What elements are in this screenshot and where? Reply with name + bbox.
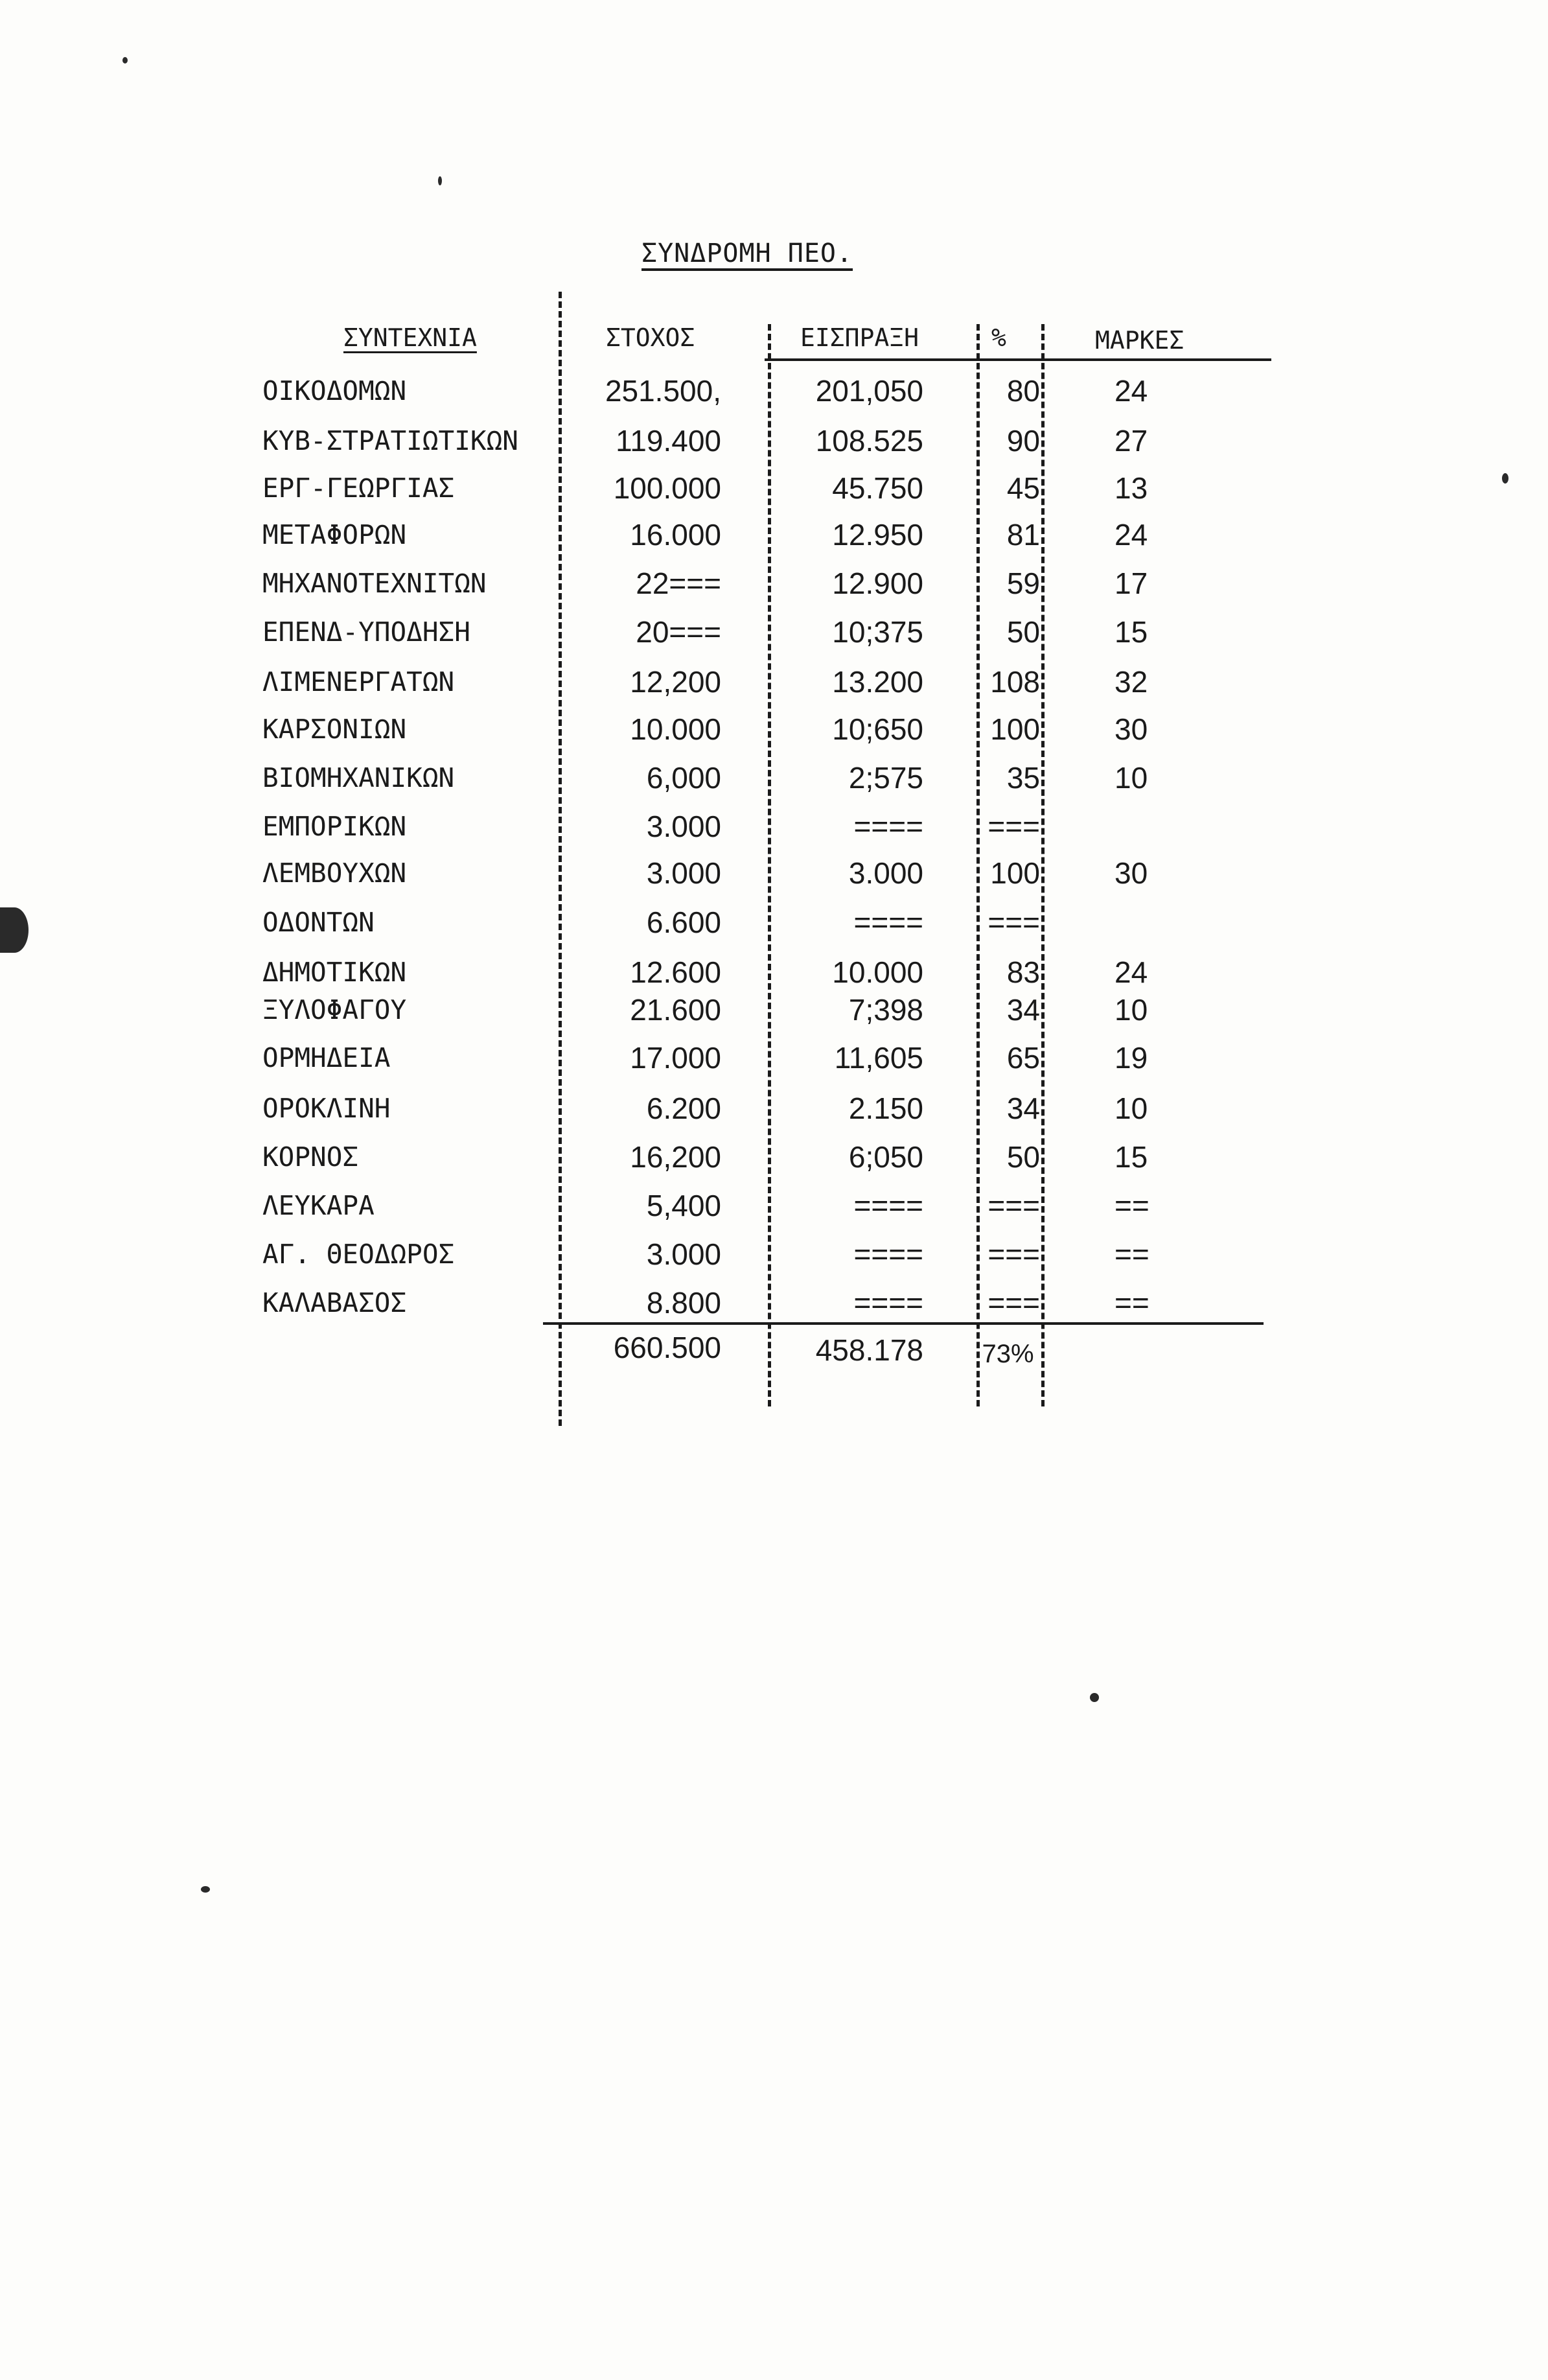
row-percent: 45 bbox=[1006, 471, 1040, 505]
row-percent: 108 bbox=[990, 665, 1040, 699]
row-name: ΟΡΟΚΛΙΝΗ bbox=[262, 1093, 391, 1124]
row-target: 16,200 bbox=[630, 1140, 721, 1174]
row-target: 3.000 bbox=[646, 856, 721, 890]
row-name: ΚΑΛΑΒΑΣΟΣ bbox=[262, 1287, 407, 1318]
row-percent: 100 bbox=[990, 856, 1040, 890]
scan-speck bbox=[438, 176, 442, 185]
row-target: 16.000 bbox=[630, 518, 721, 552]
scan-mark bbox=[0, 907, 29, 953]
header-target: ΣΤΟΧΟΣ bbox=[606, 323, 695, 352]
total-percent: 73% bbox=[982, 1340, 1034, 1368]
row-target: 12,200 bbox=[630, 665, 721, 699]
header-rule bbox=[765, 358, 1271, 361]
row-name: ΛΙΜΕΝΕΡΓΑΤΩΝ bbox=[262, 666, 455, 697]
total-income: 458.178 bbox=[815, 1333, 923, 1367]
row-income: ==== bbox=[853, 1286, 923, 1320]
row-marks: 19 bbox=[1115, 1041, 1148, 1075]
column-divider-2 bbox=[768, 324, 771, 1406]
row-income: ==== bbox=[853, 905, 923, 939]
row-percent: === bbox=[988, 905, 1040, 939]
row-name: ΟΔΟΝΤΩΝ bbox=[262, 907, 375, 938]
row-target: 3.000 bbox=[646, 810, 721, 843]
row-income: 2.150 bbox=[848, 1091, 923, 1125]
document-title: ΣΥΝΔΡΟΜΗ ΠΕΟ. bbox=[641, 239, 853, 268]
total-target: 660.500 bbox=[613, 1331, 721, 1364]
row-target: 119.400 bbox=[616, 424, 721, 458]
row-name: ΞΥΛΟΦΑΓΟΥ bbox=[262, 994, 407, 1025]
row-income: 12.950 bbox=[832, 518, 923, 552]
row-income: 13.200 bbox=[832, 665, 923, 699]
row-marks: 32 bbox=[1115, 665, 1148, 699]
row-target: 8.800 bbox=[646, 1286, 721, 1320]
row-income: 6;050 bbox=[848, 1140, 923, 1174]
row-name: ΒΙΟΜΗΧΑΝΙΚΩΝ bbox=[262, 762, 455, 793]
row-percent: 35 bbox=[1006, 761, 1040, 795]
row-target: 20=== bbox=[636, 615, 721, 649]
row-name: ΜΕΤΑΦΟΡΩΝ bbox=[262, 519, 407, 550]
row-name: ΕΡΓ-ΓΕΩΡΓΙΑΣ bbox=[262, 472, 455, 504]
row-name: ΟΡΜΗΔΕΙΑ bbox=[262, 1042, 391, 1073]
row-target: 6.600 bbox=[646, 905, 721, 939]
row-percent: 65 bbox=[1006, 1041, 1040, 1075]
row-income: 108.525 bbox=[815, 424, 923, 458]
row-income: ==== bbox=[853, 1237, 923, 1271]
row-name: ΛΕΜΒΟΥΧΩΝ bbox=[262, 858, 407, 889]
row-name: ΚΑΡΣΟΝΙΩΝ bbox=[262, 714, 407, 745]
scan-speck bbox=[201, 1886, 210, 1893]
row-marks: 10 bbox=[1115, 761, 1148, 795]
row-marks: 13 bbox=[1115, 471, 1148, 505]
header-income: ΕΙΣΠΡΑΞΗ bbox=[800, 323, 919, 352]
row-percent: 34 bbox=[1006, 1091, 1040, 1125]
scan-speck bbox=[122, 57, 128, 64]
row-target: 12.600 bbox=[630, 955, 721, 989]
row-percent: 80 bbox=[1006, 374, 1040, 408]
row-income: 12.900 bbox=[832, 566, 923, 600]
row-name: ΚΟΡΝΟΣ bbox=[262, 1141, 359, 1172]
row-percent: === bbox=[988, 1286, 1040, 1320]
row-percent: 50 bbox=[1006, 615, 1040, 649]
row-marks: == bbox=[1115, 1237, 1149, 1271]
row-income: 10;650 bbox=[832, 712, 923, 746]
row-name: ΜΗΧΑΝΟΤΕΧΝΙΤΩΝ bbox=[262, 568, 487, 599]
row-name: ΚΥΒ-ΣΤΡΑΤΙΩΤΙΚΩΝ bbox=[262, 425, 518, 456]
row-percent: 83 bbox=[1006, 955, 1040, 989]
row-percent: 90 bbox=[1006, 424, 1040, 458]
row-marks: 15 bbox=[1115, 1140, 1148, 1174]
row-target: 22=== bbox=[636, 566, 721, 600]
row-target: 21.600 bbox=[630, 993, 721, 1027]
row-income: 10;375 bbox=[832, 615, 923, 649]
row-marks: 10 bbox=[1115, 1091, 1148, 1125]
totals-rule bbox=[543, 1322, 1264, 1325]
row-name: ΛΕΥΚΑΡΑ bbox=[262, 1190, 375, 1221]
row-income: ==== bbox=[853, 1189, 923, 1222]
row-marks: 27 bbox=[1115, 424, 1148, 458]
header-percent: % bbox=[991, 323, 1006, 352]
row-percent: 50 bbox=[1006, 1140, 1040, 1174]
row-target: 5,400 bbox=[646, 1189, 721, 1222]
row-marks: 24 bbox=[1115, 518, 1148, 552]
row-target: 6.200 bbox=[646, 1091, 721, 1125]
row-income: ==== bbox=[853, 810, 923, 843]
row-marks: 10 bbox=[1115, 993, 1148, 1027]
row-target: 10.000 bbox=[630, 712, 721, 746]
row-percent: === bbox=[988, 1189, 1040, 1222]
row-percent: 34 bbox=[1006, 993, 1040, 1027]
row-target: 251.500, bbox=[605, 374, 721, 408]
row-percent: === bbox=[988, 810, 1040, 843]
row-marks: == bbox=[1115, 1189, 1149, 1222]
row-target: 6,000 bbox=[646, 761, 721, 795]
row-income: 7;398 bbox=[848, 993, 923, 1027]
row-name: ΕΜΠΟΡΙΚΩΝ bbox=[262, 811, 407, 842]
column-divider-4 bbox=[1041, 324, 1045, 1406]
row-income: 11,605 bbox=[834, 1041, 923, 1075]
row-marks: 30 bbox=[1115, 856, 1148, 890]
row-marks: 17 bbox=[1115, 566, 1148, 600]
row-percent: 100 bbox=[990, 712, 1040, 746]
scan-speck bbox=[1502, 473, 1508, 484]
row-marks: 24 bbox=[1115, 955, 1148, 989]
row-marks: 24 bbox=[1115, 374, 1148, 408]
row-income: 2;575 bbox=[848, 761, 923, 795]
row-income: 45.750 bbox=[832, 471, 923, 505]
row-percent: 81 bbox=[1006, 518, 1040, 552]
row-target: 17.000 bbox=[630, 1041, 721, 1075]
row-target: 100.000 bbox=[613, 471, 721, 505]
row-marks: == bbox=[1115, 1286, 1149, 1320]
row-marks: 30 bbox=[1115, 712, 1148, 746]
row-income: 10.000 bbox=[832, 955, 923, 989]
row-name: ΟΙΚΟΔΟΜΩΝ bbox=[262, 375, 407, 406]
row-name: ΔΗΜΟΤΙΚΩΝ bbox=[262, 957, 407, 988]
row-name: ΕΠΕΝΔ-ΥΠΟΔΗΣΗ bbox=[262, 616, 470, 648]
row-name: ΑΓ. ΘΕΟΔΩΡΟΣ bbox=[262, 1239, 455, 1270]
row-percent: 59 bbox=[1006, 566, 1040, 600]
scan-speck bbox=[1090, 1693, 1099, 1702]
row-target: 3.000 bbox=[646, 1237, 721, 1271]
row-income: 201,050 bbox=[815, 374, 923, 408]
header-union: ΣΥΝΤΕΧΝΙΑ bbox=[343, 323, 477, 352]
row-percent: === bbox=[988, 1237, 1040, 1271]
row-income: 3.000 bbox=[848, 856, 923, 890]
header-marks: ΜΑΡΚΕΣ bbox=[1095, 326, 1184, 355]
row-marks: 15 bbox=[1115, 615, 1148, 649]
